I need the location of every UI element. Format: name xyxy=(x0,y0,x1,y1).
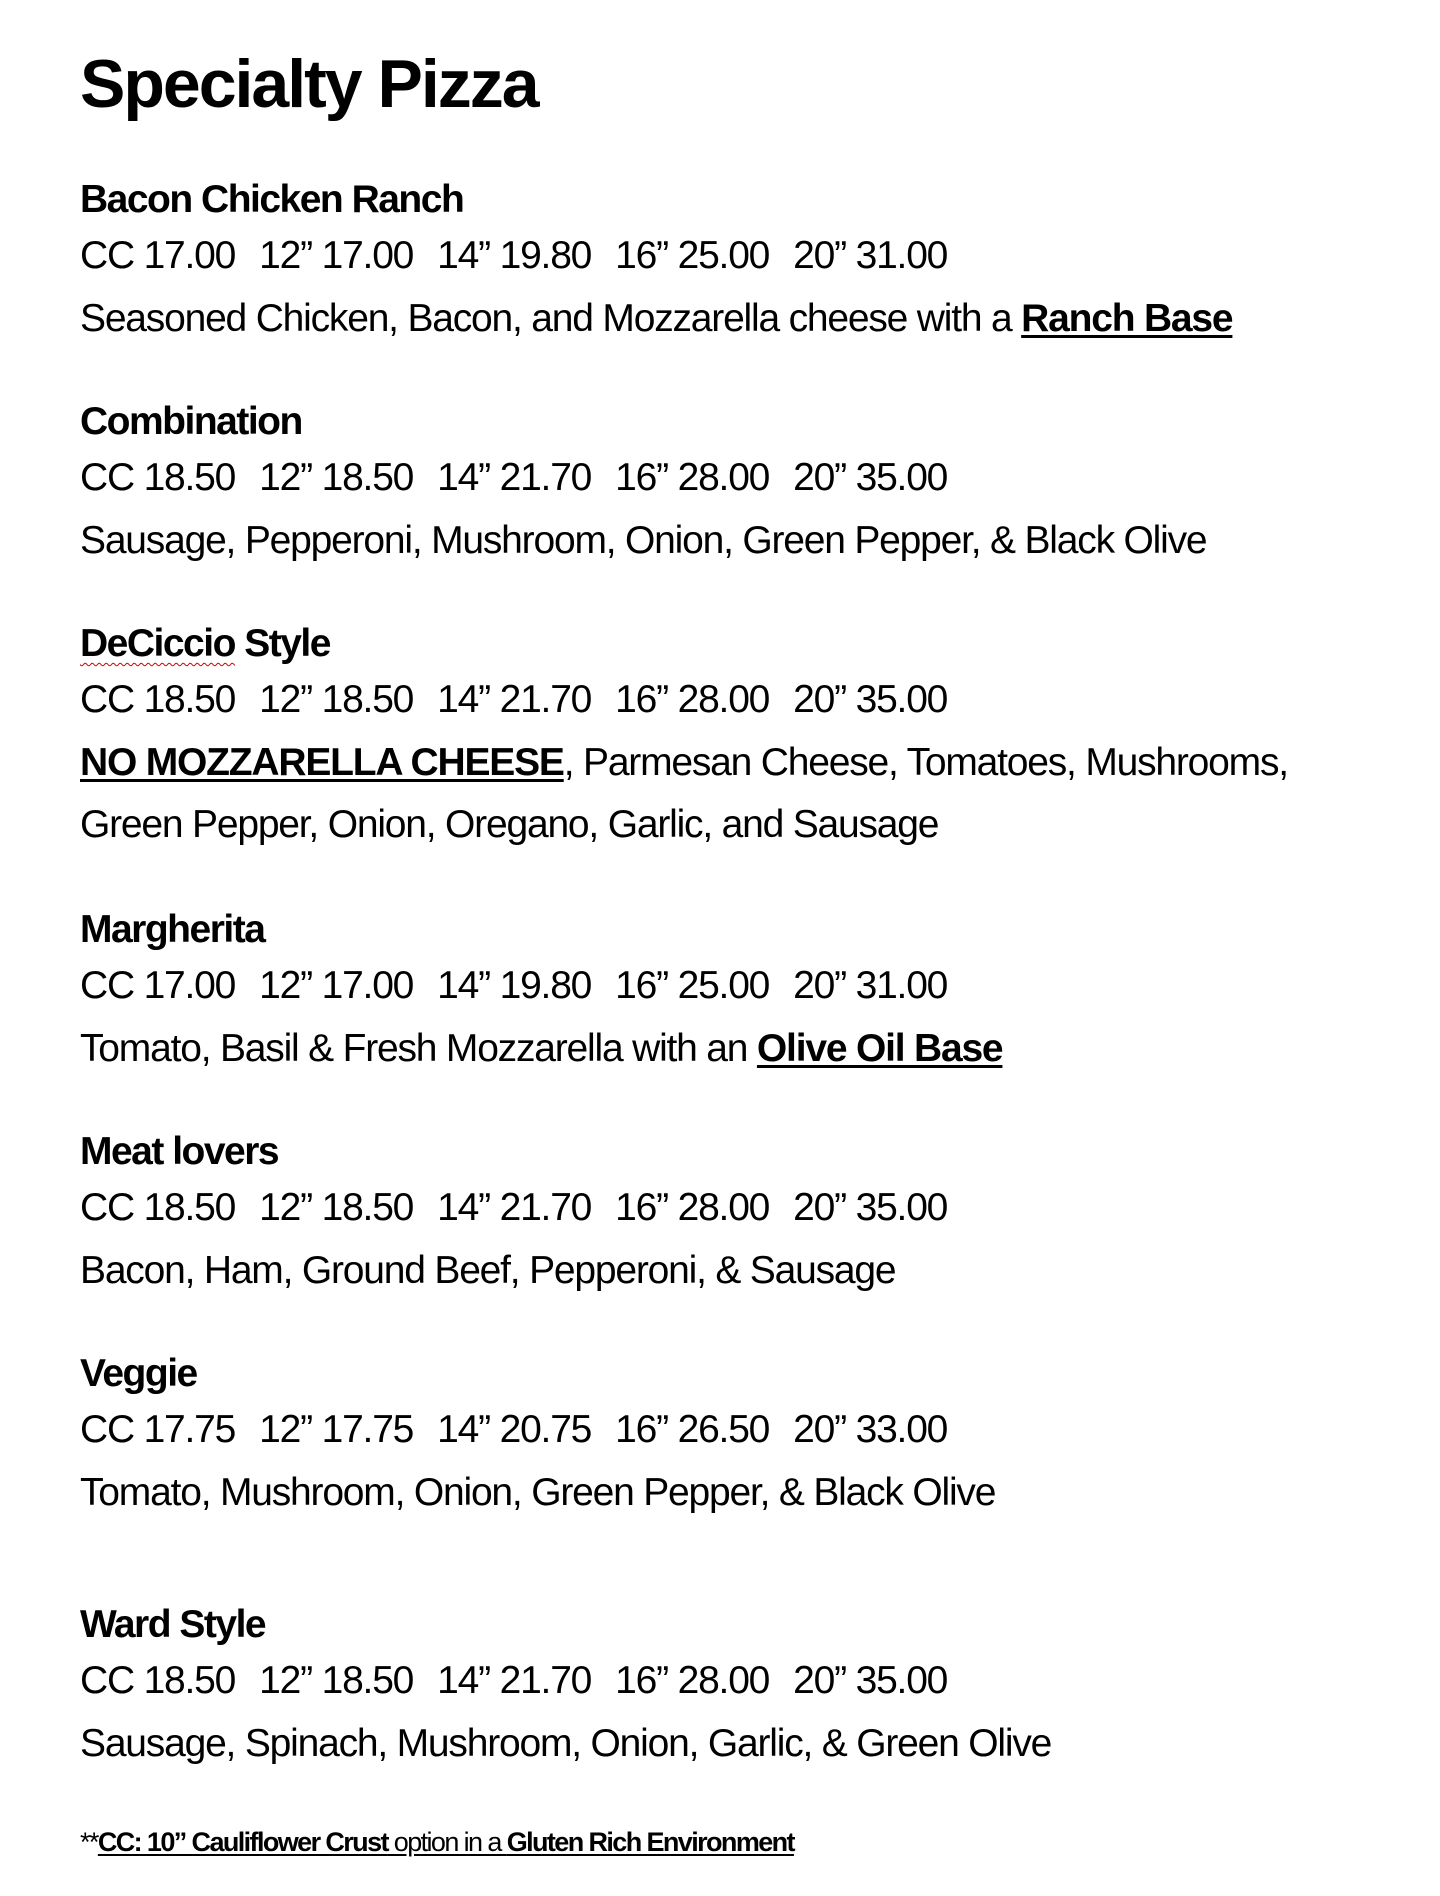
footnote-environment: Gluten Rich Environment xyxy=(506,1827,794,1857)
page-title: Specialty Pizza xyxy=(80,46,538,122)
price-14: 14” 21.70 xyxy=(437,1659,592,1702)
price-16: 16” 28.00 xyxy=(615,678,770,721)
footnote-cc-label: CC: 10” Cauliflower Crust xyxy=(97,1827,388,1857)
price-16: 16” 28.00 xyxy=(615,1186,770,1229)
menu-item-veggie xyxy=(80,1350,1380,1524)
item-name: Combination xyxy=(80,400,302,443)
price-16: 16” 25.00 xyxy=(615,234,770,277)
price-row xyxy=(80,1398,1380,1462)
description-emphasis: Ranch Base xyxy=(1021,297,1233,340)
price-16: 16” 28.00 xyxy=(615,1659,770,1702)
menu-item-margherita xyxy=(80,906,1380,1080)
footnote-underline xyxy=(98,1827,794,1857)
price-cc: CC 18.50 xyxy=(80,456,236,499)
price-row xyxy=(80,446,1380,510)
item-description: Tomato, Mushroom, Onion, Green Pepper, & Black Olive xyxy=(80,1471,996,1514)
crust-footnote xyxy=(80,1824,794,1860)
menu-item-bacon-chicken-ranch xyxy=(80,176,1380,350)
price-12: 12” 18.50 xyxy=(259,678,414,721)
footnote-middle: option in a xyxy=(387,1827,507,1857)
description-text: Seasoned Chicken, Bacon, and Mozzarella cheese with a xyxy=(80,297,1022,340)
price-12: 12” 18.50 xyxy=(259,456,414,499)
item-description xyxy=(80,1018,1380,1080)
item-description: Sausage, Spinach, Mushroom, Onion, Garlic, & Green Olive xyxy=(80,1722,1052,1765)
price-row xyxy=(80,954,1380,1018)
item-description xyxy=(80,288,1380,350)
price-14: 14” 21.70 xyxy=(437,1186,592,1229)
item-description: Sausage, Pepperoni, Mushroom, Onion, Green Pepper, & Black Olive xyxy=(80,519,1207,562)
price-cc: CC 17.75 xyxy=(80,1408,236,1451)
item-name: Meat lovers xyxy=(80,1130,279,1173)
menu-item-ward-style xyxy=(80,1601,1380,1775)
item-description xyxy=(80,732,1380,856)
description-emphasis: Olive Oil Base xyxy=(756,1027,1003,1070)
price-cc: CC 17.00 xyxy=(80,964,236,1007)
price-20: 20” 35.00 xyxy=(793,1186,948,1229)
price-row xyxy=(80,224,1380,288)
price-cc: CC 18.50 xyxy=(80,1186,236,1229)
description-emphasis: NO MOZZARELLA CHEESE xyxy=(80,741,564,784)
price-14: 14” 21.70 xyxy=(437,456,592,499)
price-14: 14” 21.70 xyxy=(437,678,592,721)
price-14: 14” 19.80 xyxy=(437,964,592,1007)
item-name-suffix: Style xyxy=(234,622,330,665)
price-20: 20” 35.00 xyxy=(793,456,948,499)
item-name xyxy=(80,620,1380,668)
price-20: 20” 35.00 xyxy=(793,678,948,721)
price-cc: CC 17.00 xyxy=(80,234,236,277)
price-12: 12” 17.75 xyxy=(259,1408,414,1451)
price-12: 12” 17.00 xyxy=(259,964,414,1007)
price-16: 16” 28.00 xyxy=(615,456,770,499)
price-12: 12” 17.00 xyxy=(259,234,414,277)
price-12: 12” 18.50 xyxy=(259,1659,414,1702)
item-description: Bacon, Ham, Ground Beef, Pepperoni, & Sausage xyxy=(80,1249,896,1292)
description-text: Tomato, Basil & Fresh Mozzarella with an xyxy=(80,1027,757,1070)
footnote-prefix: ** xyxy=(80,1827,98,1857)
item-name: Bacon Chicken Ranch xyxy=(80,178,464,221)
price-cc: CC 18.50 xyxy=(80,678,236,721)
menu-item-meat-lovers xyxy=(80,1128,1380,1302)
price-20: 20” 31.00 xyxy=(793,234,948,277)
item-name: Ward Style xyxy=(80,1603,266,1646)
item-name: Veggie xyxy=(80,1352,197,1395)
spellcheck-word: DeCiccio xyxy=(80,622,235,665)
price-20: 20” 31.00 xyxy=(793,964,948,1007)
price-row xyxy=(80,1176,1380,1240)
price-20: 20” 35.00 xyxy=(793,1659,948,1702)
price-row xyxy=(80,1649,1380,1713)
price-20: 20” 33.00 xyxy=(793,1408,948,1451)
price-row xyxy=(80,668,1380,732)
item-name: Margherita xyxy=(80,908,265,951)
description-text: , Parmesan Cheese, Tomatoes, Mushrooms, Green Pepper, Onion, Oregano, Garlic, and Sausage xyxy=(80,741,1288,846)
price-14: 14” 19.80 xyxy=(437,234,592,277)
price-16: 16” 26.50 xyxy=(615,1408,770,1451)
price-12: 12” 18.50 xyxy=(259,1186,414,1229)
price-cc: CC 18.50 xyxy=(80,1659,236,1702)
price-14: 14” 20.75 xyxy=(437,1408,592,1451)
menu-item-deciccio-style xyxy=(80,620,1380,856)
price-16: 16” 25.00 xyxy=(615,964,770,1007)
menu-item-combination xyxy=(80,398,1380,572)
